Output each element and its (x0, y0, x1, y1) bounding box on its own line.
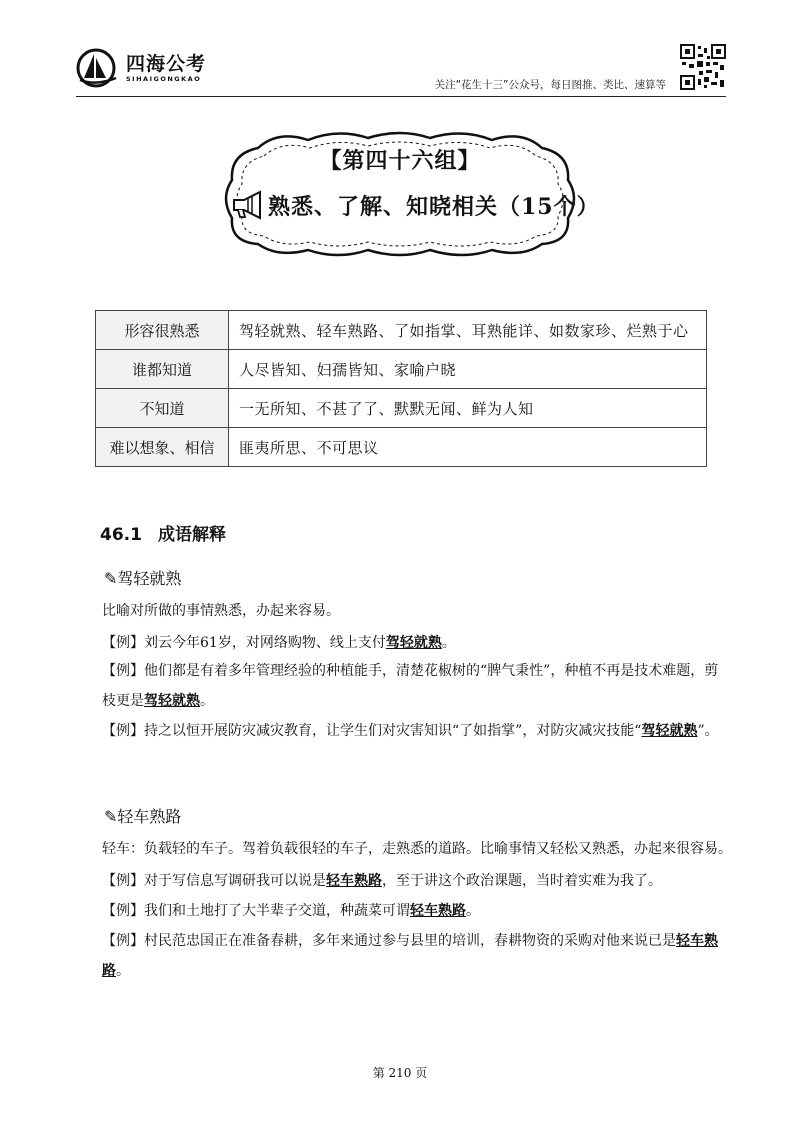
group-title: 【第四十六组】 (319, 148, 481, 174)
example-sentence: 【例】村民范忠国正在准备春耕，多年来通过参与县里的培训，春耕物资的采购对他来说已是轻车熟路。 (102, 933, 718, 979)
idiom-list-cell: 人尽皆知、妇孺皆知、家喻户晓 (229, 350, 707, 389)
highlighted-idiom: 驾轻就熟 (641, 723, 698, 739)
megaphone-icon (228, 190, 268, 220)
idiom-list-cell: 一无所知、不甚了了、默默无闻、鲜为人知 (229, 389, 707, 428)
idiom-definition: 轻车：负载轻的车子。驾着负载很轻的车子，走熟悉的道路。比喻事情又轻松又熟悉，办起来很容易。 (102, 841, 732, 857)
table-row (96, 389, 707, 428)
highlighted-idiom: 轻车熟路 (410, 903, 466, 919)
idiom-list-cell: 匪夷所思、不可思议 (229, 428, 707, 467)
category-cell: 谁都知道 (96, 350, 229, 389)
sailboat-logo-icon (76, 48, 120, 88)
highlighted-idiom: 轻车熟路 (326, 873, 382, 889)
group-subtitle: 熟悉、了解、知晓相关（15个） (268, 194, 600, 220)
example-sentence: 【例】我们和土地打了大半辈子交道，种蔬菜可谓轻车熟路。 (102, 903, 480, 919)
header-tagline: 关注“花生十三”公众号，每日图推、类比、速算等 (434, 79, 666, 91)
idiom-definition: 比喻对所做的事情熟悉，办起来容易。 (102, 603, 340, 619)
example-sentence: 【例】持之以恒开展防灾减灾教育，让学生们对灾害知识“了如指掌”，对防灾减灾技能“驾轻就熟”。 (102, 723, 719, 739)
logo (76, 48, 206, 88)
idiom-category-table (95, 310, 707, 467)
highlighted-idiom: 驾轻就熟 (144, 693, 200, 709)
table-row (96, 350, 707, 389)
table-row (96, 428, 707, 467)
logo-subtitle: SIHAIGONGKAO (126, 75, 202, 83)
category-cell: 形容很熟悉 (96, 311, 229, 350)
category-cell: 难以想象、相信 (96, 428, 229, 467)
qr-code-icon[interactable] (680, 44, 726, 90)
section-number: 46.1 (100, 525, 142, 545)
section-title: 成语解释 (157, 525, 226, 545)
table-row (96, 311, 707, 350)
example-sentence: 【例】他们都是有着多年管理经验的种植能手，清楚花椒树的“脾气秉性”，种植不再是技术难题，剪枝更是驾轻就熟。 (102, 663, 719, 709)
highlighted-idiom: 轻车熟路 (102, 933, 718, 979)
logo-name: 四海公考 (126, 53, 207, 75)
highlighted-idiom: 驾轻就熟 (385, 635, 442, 651)
category-cell: 不知道 (96, 389, 229, 428)
example-sentence: 【例】对于写信息写调研我可以说是轻车熟路，至于讲这个政治课题，当时着实难为我了。 (102, 873, 662, 889)
idiom-heading: ✎驾轻就熟 (104, 569, 182, 588)
idiom-list-cell: 驾轻就熟、轻车熟路、了如指掌、耳熟能详、如数家珍、烂熟于心 (229, 311, 707, 350)
page-number: 第 210 页 (372, 1066, 428, 1080)
idiom-heading: ✎轻车熟路 (104, 807, 182, 826)
page-header (76, 40, 726, 97)
example-sentence: 【例】刘云今年61岁，对网络购物、线上支付驾轻就熟。 (102, 635, 456, 651)
section-heading (100, 520, 226, 545)
